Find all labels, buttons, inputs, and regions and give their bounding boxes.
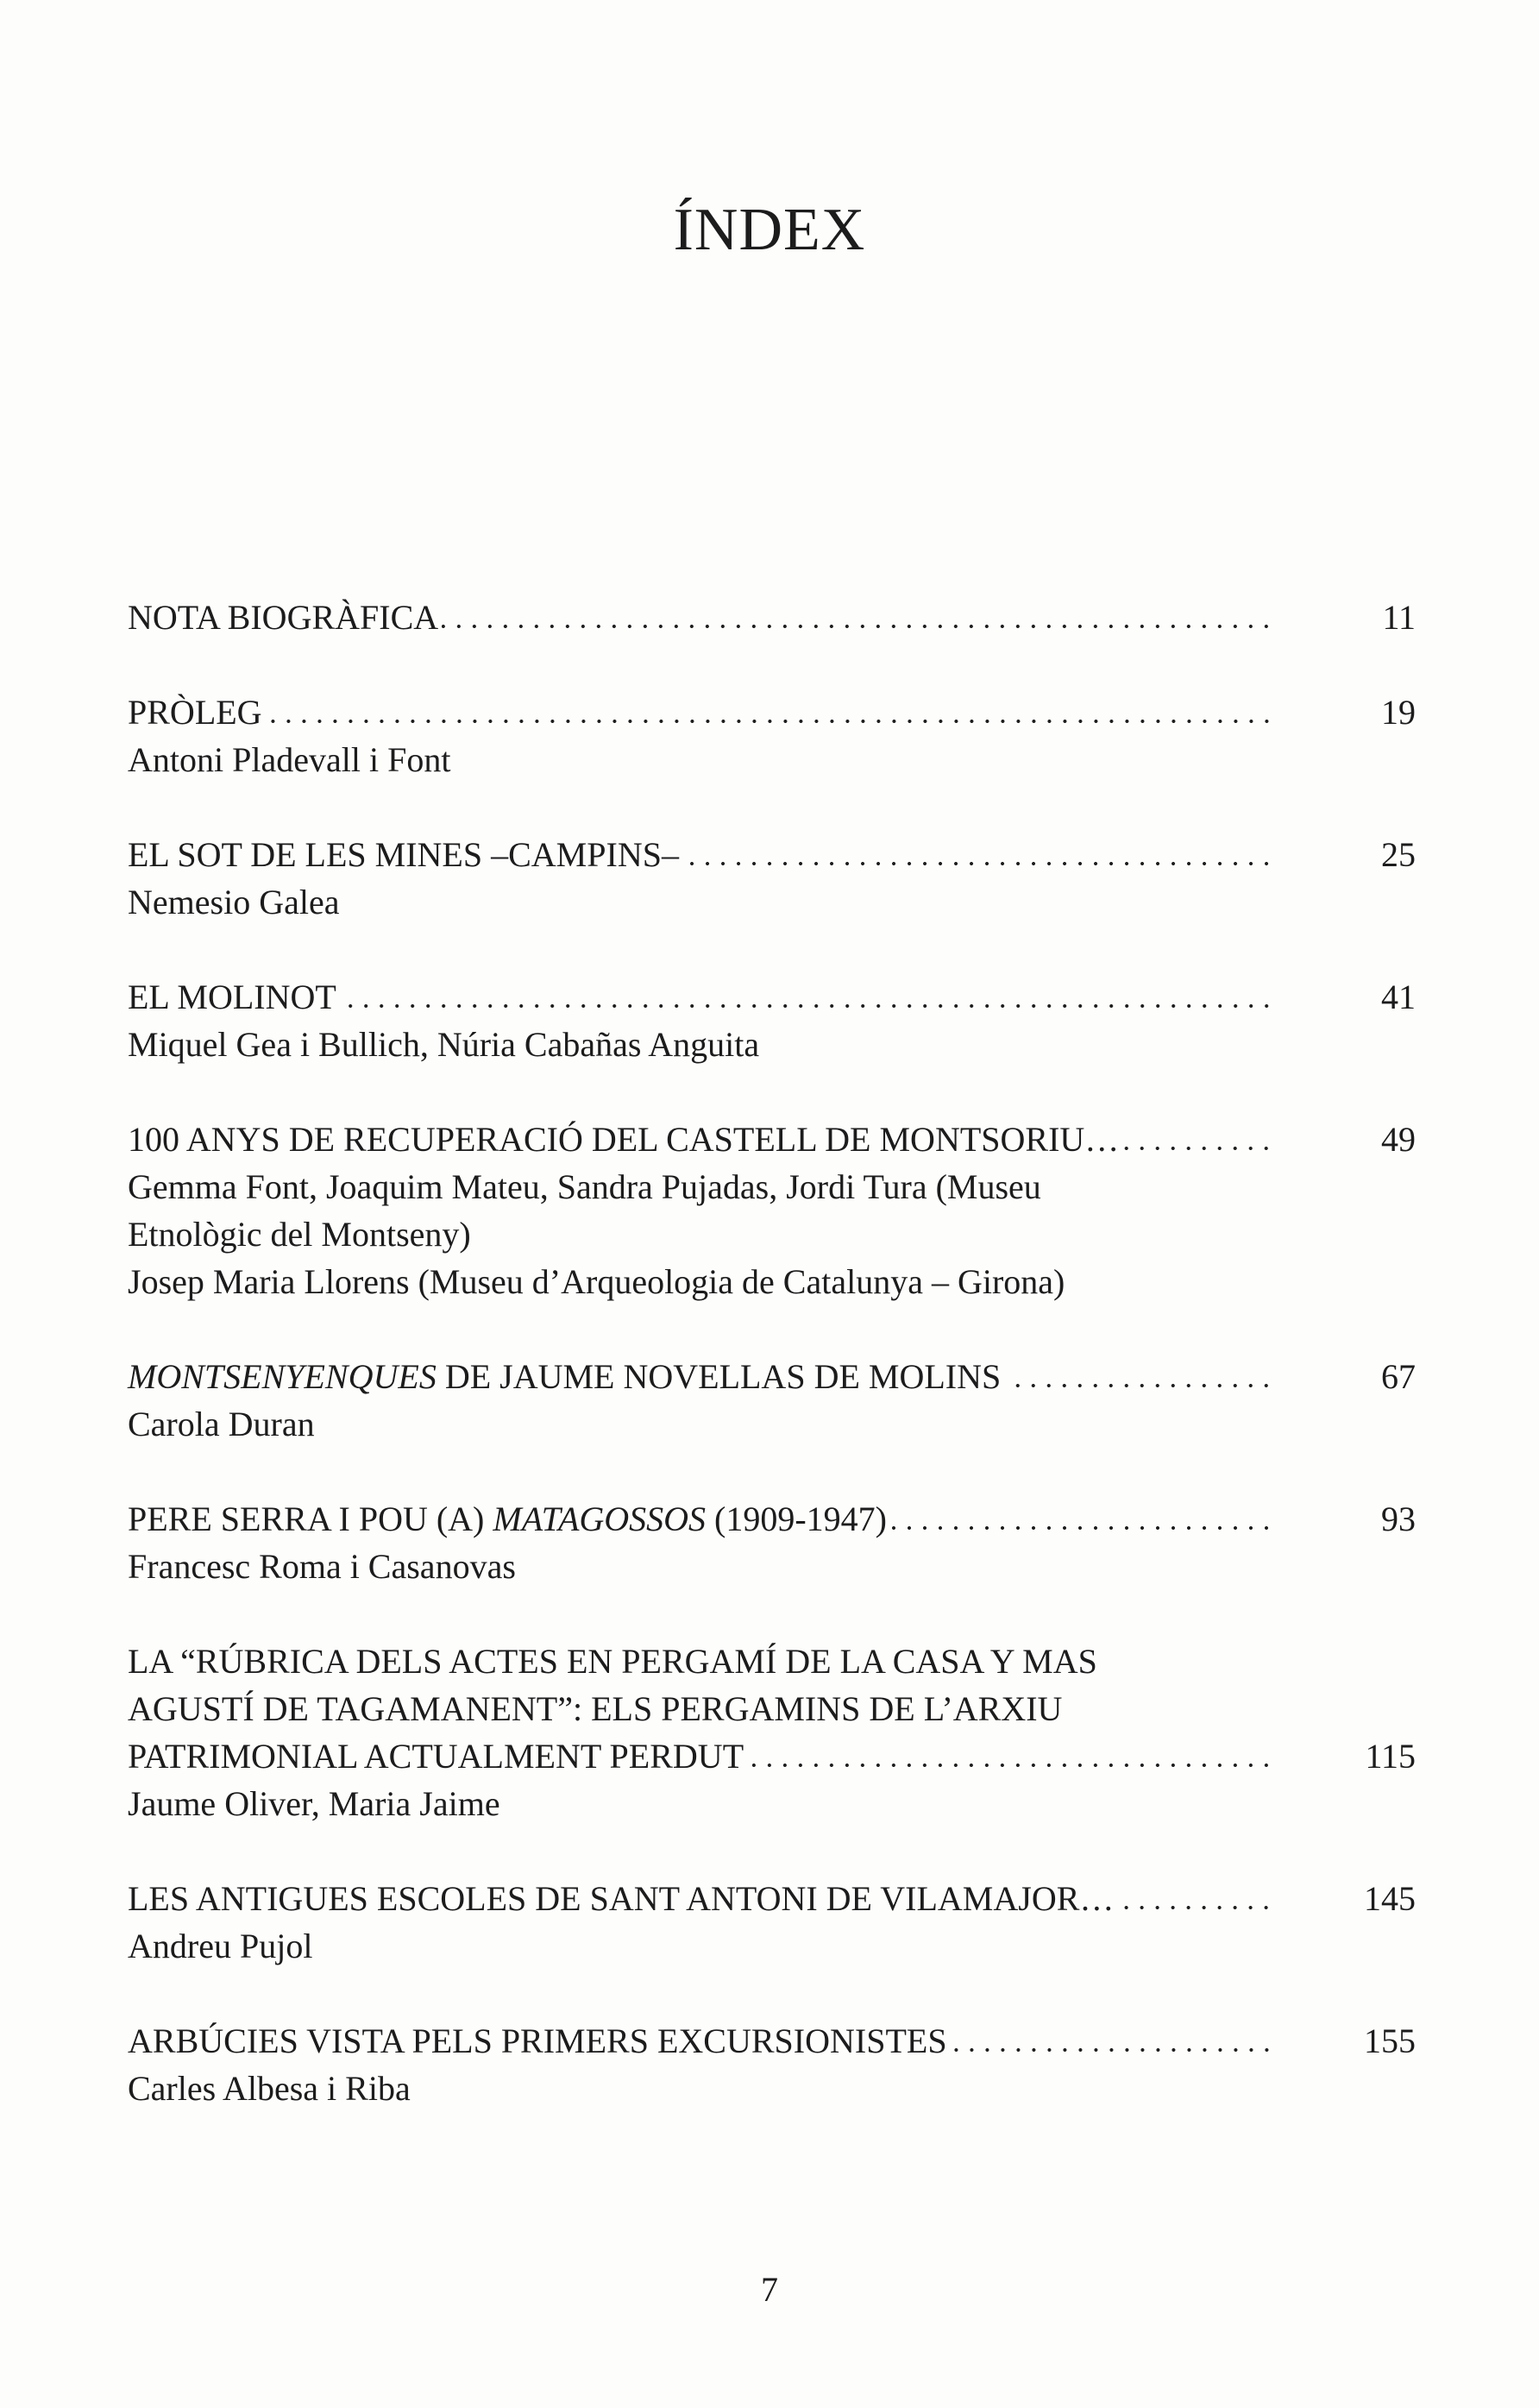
- title-segment: EL MOLINOT: [128, 978, 336, 1016]
- entry-title: [128, 1875, 1274, 1922]
- entry-title: [128, 2017, 1274, 2065]
- title-segment: PATRIMONIAL ACTUALMENT PERDUT: [128, 1737, 744, 1776]
- page-title: ÍNDEX: [673, 197, 866, 263]
- toc-entry: [128, 1638, 1416, 1827]
- entry-title: [128, 973, 1274, 1021]
- entry-author: Gemma Font, Joaquim Mateu, Sandra Pujadas, Jordi Tura (Museu: [128, 1167, 1041, 1206]
- entry-author: Miquel Gea i Bullich, Núria Cabañas Anguita: [128, 1025, 760, 1064]
- entry-page-number: 19: [1381, 693, 1416, 732]
- dot-leader: [890, 1525, 1274, 1531]
- title-segment: ARBÚCIES VISTA PELS PRIMERS EXCURSIONISTES: [128, 2021, 947, 2060]
- entry-page-number: 115: [1365, 1737, 1416, 1776]
- dot-leader: [747, 1763, 1274, 1768]
- title-segment: LES ANTIGUES ESCOLES DE SANT ANTONI DE VILAMAJOR…: [128, 1879, 1115, 1918]
- toc-entry: [128, 1875, 1416, 1970]
- entry-author: Antoni Pladevall i Font: [128, 740, 451, 779]
- entry-title-line: [128, 1353, 1416, 1400]
- entry-author: Josep Maria Llorens (Museu d’Arqueologia de Catalunya – Girona): [128, 1262, 1065, 1301]
- entry-title: [128, 688, 1274, 736]
- entry-title-line: [128, 1495, 1416, 1543]
- entry-title-line: [128, 594, 1416, 641]
- toc-entry: [128, 594, 1416, 641]
- toc-entry: [128, 1353, 1416, 1448]
- title-segment: AGUSTÍ DE TAGAMANENT”: ELS PERGAMINS DE L’ARXIU: [128, 1689, 1063, 1728]
- entry-page-number: 41: [1381, 978, 1416, 1016]
- entry-title-line: [128, 2017, 1416, 2065]
- page-number: 7: [761, 2270, 778, 2309]
- entry-title-line: [128, 1732, 1416, 1780]
- entry-page-number: 11: [1382, 598, 1416, 637]
- toc-entry: [128, 831, 1416, 926]
- entry-author: Jaume Oliver, Maria Jaime: [128, 1784, 500, 1823]
- entry-title-line: [128, 831, 1416, 878]
- dot-leader: [951, 2047, 1274, 2053]
- entry-title-line: [128, 973, 1416, 1021]
- title-segment: MATAGOSSOS: [493, 1499, 707, 1538]
- entry-author: Andreu Pujol: [128, 1927, 313, 1965]
- entry-page-number: 49: [1381, 1120, 1416, 1159]
- entry-title-line: [128, 1638, 1416, 1685]
- dot-leader: [340, 1003, 1274, 1009]
- entry-author: Nemesio Galea: [128, 883, 340, 921]
- dot-leader: [1117, 1905, 1274, 1910]
- title-segment: PRÒLEG: [128, 693, 262, 732]
- entry-page-number: 145: [1364, 1879, 1416, 1918]
- toc-entry: [128, 688, 1416, 783]
- entry-title: [128, 1732, 1274, 1780]
- entry-author: Francesc Roma i Casanovas: [128, 1547, 516, 1586]
- entry-title: [128, 1353, 1274, 1400]
- table-of-contents: [128, 594, 1416, 2160]
- dot-leader: [266, 719, 1274, 724]
- entry-author: Etnològic del Montseny): [128, 1215, 471, 1254]
- entry-page-number: 155: [1364, 2021, 1416, 2060]
- dot-leader: [1004, 1383, 1274, 1388]
- title-segment: LA “RÚBRICA DELS ACTES EN PERGAMÍ DE LA CASA Y MAS: [128, 1642, 1097, 1681]
- toc-entry: [128, 1116, 1416, 1305]
- title-segment: 100 ANYS DE RECUPERACIÓ DEL CASTELL DE MONTSORIU…: [128, 1120, 1120, 1159]
- entry-title-line: [128, 1685, 1416, 1732]
- entry-page-number: 25: [1381, 835, 1416, 874]
- entry-title: [128, 831, 1274, 878]
- title-segment: MONTSENYENQUES: [128, 1357, 437, 1396]
- title-segment: NOTA BIOGRÀFICA: [128, 598, 439, 637]
- title-segment: DE JAUME NOVELLAS DE MOLINS: [436, 1357, 1002, 1396]
- toc-entry: [128, 973, 1416, 1068]
- entry-author: Carola Duran: [128, 1405, 315, 1443]
- dot-leader: [682, 861, 1274, 866]
- entry-title: [128, 1685, 1274, 1732]
- entry-author: Carles Albesa i Riba: [128, 2069, 411, 2108]
- entry-page-number: 67: [1381, 1357, 1416, 1396]
- dot-leader: [442, 624, 1274, 629]
- entry-title: [128, 1495, 1274, 1543]
- title-segment: EL SOT DE LES MINES –CAMPINS–: [128, 835, 679, 874]
- toc-entry: [128, 1495, 1416, 1590]
- dot-leader: [1122, 1146, 1274, 1151]
- entry-title-line: [128, 1875, 1416, 1922]
- entry-title: [128, 1638, 1274, 1685]
- entry-title: [128, 1116, 1274, 1163]
- title-segment: (1909-1947): [706, 1499, 887, 1538]
- entry-title-line: [128, 688, 1416, 736]
- entry-page-number: 93: [1381, 1499, 1416, 1538]
- title-segment: PERE SERRA I POU (A): [128, 1499, 493, 1538]
- entry-title: [128, 594, 1274, 641]
- entry-title-line: [128, 1116, 1416, 1163]
- toc-entry: [128, 2017, 1416, 2112]
